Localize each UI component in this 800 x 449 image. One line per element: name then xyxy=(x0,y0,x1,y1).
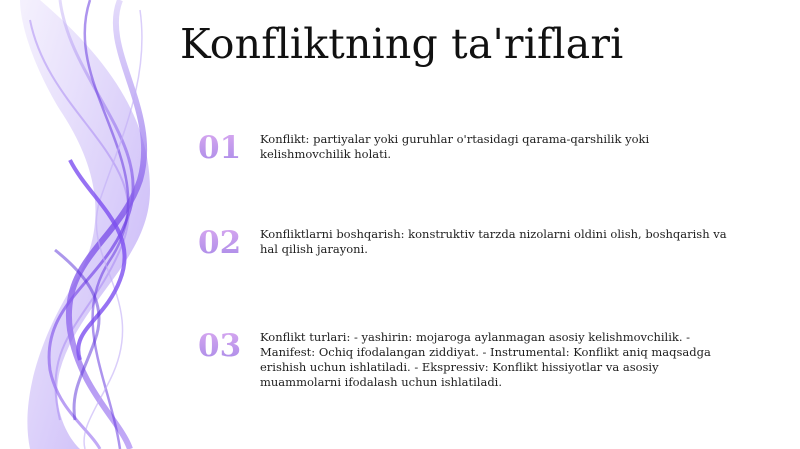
item-text: Konfliktlarni boshqarish: konstruktiv tarzda nizolarni oldini olish, boshqarish va hal qilish jarayoni. xyxy=(260,227,727,256)
slide-title: Konfliktning ta'riflari xyxy=(180,20,624,68)
item-number: 01 xyxy=(198,130,242,166)
item-text: Konflikt: partiyalar yoki guruhlar o'rtasidagi qarama-qarshilik yoki kelishmovchilik holati. xyxy=(260,132,650,161)
item-number: 03 xyxy=(198,328,242,364)
item-number: 02 xyxy=(198,225,242,261)
item-text: Konflikt turlari: - yashirin: mojaroga aylanmagan asosiy kelishmovchilik. - Manifest: Ochiq ifodalangan ziddiyat. - Instrumental: Konflikt aniq maqsadga erishish uchun ishlatiladi. - Ekspressiv: Konflikt hissiyotlar va asosiy muammolarni ifodalash uchun ishlatiladi. xyxy=(260,330,711,389)
